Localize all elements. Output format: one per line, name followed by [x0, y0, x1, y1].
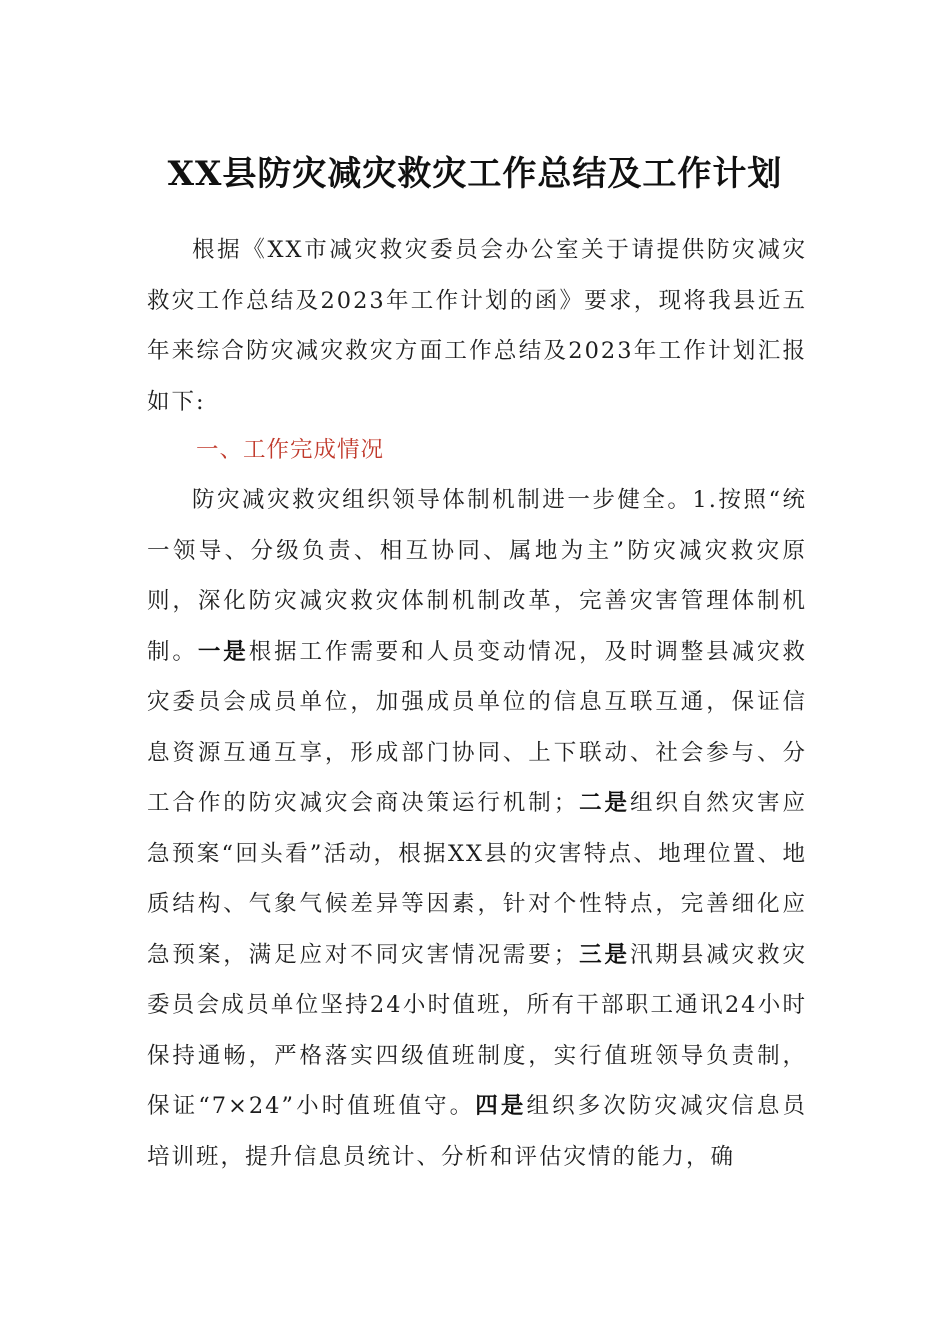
- emphasis-lead: 一是: [197, 638, 249, 665]
- body-text-segment: 组织自然灾害应急预案“回头看”活动，根据XX县的灾害特点、地理位置、地质结构、气象气候差异等因素，针对个性特点，完善细化应急预案，满足应对不同灾害情况需要；: [147, 790, 807, 968]
- intro-paragraph: [147, 225, 807, 427]
- page-title: XX县防灾减灾救灾工作总结及工作计划: [167, 154, 783, 194]
- section-heading: 一、工作完成情况: [196, 437, 385, 463]
- body-text-segment: 汛期县减灾救灾委员会成员单位坚持24小时值班，所有干部职工通讯24小时保持通畅，严格落实四级值班制度，实行值班领导负责制，保证“7×24”小时值班值守。: [147, 941, 807, 1119]
- emphasis-lead: 三是: [578, 941, 630, 968]
- body-paragraph: [147, 475, 807, 1182]
- emphasis-lead: 四是: [475, 1093, 527, 1119]
- body-text-segment: 防灾减灾救灾组织领导体制机制进一步健全。1.按照“统一领导、分级负责、相互协同、属地为主”防灾减灾救灾原则，深化防灾减灾救灾体制机制改革，完善灾害管理体制机制。: [147, 487, 807, 665]
- body-paragraph-text: [147, 475, 807, 1182]
- body-text-segment: 组织多次防灾减灾信息员培训班，提升信息员统计、分析和评估灾情的能力，确: [147, 1093, 807, 1170]
- emphasis-lead: 二是: [578, 790, 630, 816]
- body-text-segment: 根据工作需要和人员变动情况，及时调整县减灾救灾委员会成员单位，加强成员单位的信息互联互通，保证信息资源互通互享，形成部门协同、上下联动、社会参与、分工合作的防灾减灾会商决策运行机制；: [147, 638, 807, 816]
- intro-text: 根据《XX市减灾救灾委员会办公室关于请提供防灾减灾救灾工作总结及2023年工作计划的函》要求，现将我县近五年来综合防灾减灾救灾方面工作总结及2023年工作计划汇报如下:: [147, 237, 807, 415]
